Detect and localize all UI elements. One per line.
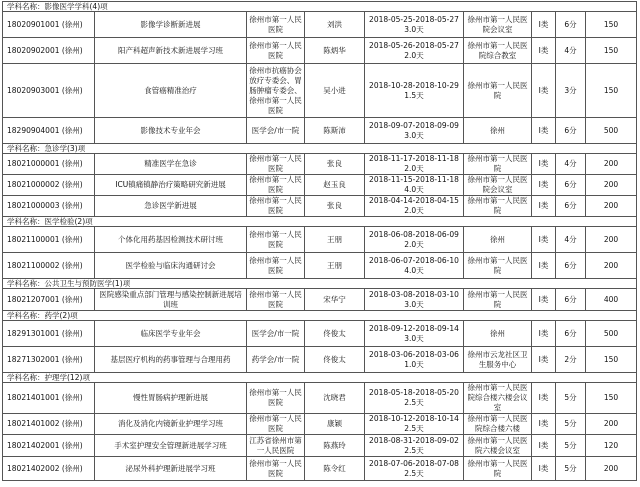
attendee-count-cell: 200 — [586, 457, 637, 481]
credits-cell: 6分 — [556, 118, 586, 144]
project-code-cell: 18271302001 (徐州) — [3, 347, 95, 373]
credits-cell: 5分 — [556, 457, 586, 481]
credits-cell: 3分 — [556, 64, 586, 118]
attendee-count-cell: 150 — [586, 12, 637, 38]
location-cell: 徐州市第一人民医院六楼会议室 — [464, 435, 532, 457]
category-header-row — [3, 144, 637, 154]
project-title-cell: 临床医学专业年会 — [95, 321, 247, 347]
credits-cell: 6分 — [556, 289, 586, 311]
location-cell: 徐州市第一人民医院 — [464, 289, 532, 311]
credit-type-cell: I类 — [532, 289, 556, 311]
date-range: 2018-10-28-2018-10-29 — [369, 80, 459, 90]
table-row — [3, 118, 637, 144]
project-code-cell: 18020902001 (徐州) — [3, 38, 95, 64]
category-header-row — [3, 2, 637, 12]
credit-type-cell: I类 — [532, 435, 556, 457]
lead-person-cell: 吴小进 — [305, 64, 365, 118]
lead-person-cell: 陈炳华 — [305, 38, 365, 64]
project-code-cell: 18020903001 (徐州) — [3, 64, 95, 118]
lead-person-cell: 王朋 — [305, 227, 365, 253]
credits-cell: 6分 — [556, 253, 586, 279]
project-code-cell: 18021100002 (徐州) — [3, 253, 95, 279]
project-title-cell: 阳产科超声新技术新进展学习班 — [95, 38, 247, 64]
location-cell: 徐州 — [464, 227, 532, 253]
category-heading: 学科名称：医学检验(2)项 — [3, 217, 637, 227]
organizer-cell: 徐州市第一人民医院 — [247, 196, 305, 217]
duration-days: 3.0天 — [404, 24, 424, 34]
credits-cell: 6分 — [556, 321, 586, 347]
attendee-count-cell: 500 — [586, 118, 637, 144]
course-table — [2, 1, 637, 481]
table-row — [3, 457, 637, 481]
duration-days: 3.0天 — [404, 130, 424, 140]
duration-days: 2.0天 — [404, 164, 424, 173]
category-header-row — [3, 279, 637, 289]
attendee-count-cell: 400 — [586, 289, 637, 311]
category-heading: 学科名称：急诊学(3)项 — [3, 144, 637, 154]
credit-type-cell: I类 — [532, 118, 556, 144]
organizer-cell: 医学会/市一院 — [247, 118, 305, 144]
date-cell — [365, 347, 464, 373]
credits-cell: 6分 — [556, 12, 586, 38]
table-row — [3, 435, 637, 457]
date-cell — [365, 175, 464, 196]
location-cell: 徐州市第一人民医院 — [464, 253, 532, 279]
project-title-cell: 慢性胃肠病护理新进展 — [95, 383, 247, 414]
project-title-cell: 精准医学在急诊 — [95, 154, 247, 175]
project-title-cell: 医院感染重点部门管理与感染控制新进展培训班 — [95, 289, 247, 311]
organizer-cell: 徐州市第一人民医院 — [247, 383, 305, 414]
date-range: 2018-04-14-2018-04-15 — [369, 196, 459, 205]
project-code-cell: 18290904001 (徐州) — [3, 118, 95, 144]
lead-person-cell: 康颖 — [305, 414, 365, 435]
attendee-count-cell: 200 — [586, 175, 637, 196]
credit-type-cell: I类 — [532, 383, 556, 414]
project-title-cell: 影像技术专业年会 — [95, 118, 247, 144]
date-cell — [365, 118, 464, 144]
credits-cell: 6分 — [556, 175, 586, 196]
organizer-cell: 徐州市第一人民医院 — [247, 154, 305, 175]
table-row — [3, 227, 637, 253]
category-heading: 学科名称：影像医学学科(4)项 — [3, 2, 637, 12]
lead-person-cell: 张良 — [305, 154, 365, 175]
table-row — [3, 289, 637, 311]
location-cell: 徐州市第一人民医院综合教室 — [464, 38, 532, 64]
project-code-cell: 18021000001 (徐州) — [3, 154, 95, 175]
attendee-count-cell: 200 — [586, 227, 637, 253]
location-cell: 徐州市第一人民医院 — [464, 64, 532, 118]
credit-type-cell: I类 — [532, 64, 556, 118]
credit-type-cell: I类 — [532, 196, 556, 217]
attendee-count-cell: 150 — [586, 347, 637, 373]
date-range: 2018-07-06-2018-07-08 — [369, 458, 459, 468]
duration-days: 2.5天 — [404, 424, 424, 433]
duration-days: 2.5天 — [404, 398, 424, 407]
date-range: 2018-03-08-2018-03-10 — [369, 289, 459, 299]
date-range: 2018-03-06-2018-03-06 — [369, 349, 459, 359]
organizer-cell: 江苏省徐州市第一人民医院 — [247, 435, 305, 457]
project-code-cell: 18020901001 (徐州) — [3, 12, 95, 38]
attendee-count-cell: 500 — [586, 321, 637, 347]
project-code-cell: 18021401002 (徐州) — [3, 414, 95, 435]
project-title-cell: 手术室护理安全管理新进展学习班 — [95, 435, 247, 457]
date-range: 2018-09-12-2018-09-14 — [369, 323, 459, 333]
date-cell — [365, 457, 464, 481]
duration-days: 1.0天 — [404, 359, 424, 369]
credit-type-cell: I类 — [532, 154, 556, 175]
duration-days: 2.0天 — [404, 239, 424, 249]
lead-person-cell: 宋华宁 — [305, 289, 365, 311]
table-row — [3, 253, 637, 279]
category-header-row — [3, 217, 637, 227]
category-heading: 学科名称：护理学(12)项 — [3, 373, 637, 383]
project-code-cell: 18021000003 (徐州) — [3, 196, 95, 217]
category-heading: 学科名称：药学(2)项 — [3, 311, 637, 321]
project-code-cell: 18021000002 (徐州) — [3, 175, 95, 196]
project-title-cell: 个体化用药基因检测技术研讨班 — [95, 227, 247, 253]
credit-type-cell: I类 — [532, 457, 556, 481]
project-code-cell: 18021207001 (徐州) — [3, 289, 95, 311]
date-range: 2018-05-25-2018-05-27 — [369, 14, 459, 24]
attendee-count-cell: 200 — [586, 154, 637, 175]
project-title-cell: 影像学诊断新进展 — [95, 12, 247, 38]
date-range: 2018-10-12-2018-10-14 — [369, 414, 459, 423]
organizer-cell: 徐州市第一人民医院 — [247, 38, 305, 64]
location-cell: 徐州市第一人民医院 — [464, 154, 532, 175]
date-range: 2018-06-08-2018-06-09 — [369, 229, 459, 239]
project-title-cell: 急诊医学新进展 — [95, 196, 247, 217]
credit-type-cell: I类 — [532, 12, 556, 38]
credits-cell: 6分 — [556, 196, 586, 217]
duration-days: 2.0天 — [404, 206, 424, 215]
date-range: 2018-06-07-2018-06-10 — [369, 255, 459, 265]
location-cell: 徐州 — [464, 118, 532, 144]
date-range: 2018-11-15-2018-11-18 — [369, 175, 459, 184]
date-cell — [365, 154, 464, 175]
category-header-row — [3, 373, 637, 383]
date-cell — [365, 383, 464, 414]
project-code-cell: 18021401001 (徐州) — [3, 383, 95, 414]
credit-type-cell: I类 — [532, 253, 556, 279]
credits-cell: 5分 — [556, 383, 586, 414]
organizer-cell: 徐州市第一人民医院 — [247, 175, 305, 196]
attendee-count-cell: 150 — [586, 38, 637, 64]
location-cell: 徐州市第一人民医院会议室 — [464, 12, 532, 38]
credits-cell: 5分 — [556, 435, 586, 457]
project-title-cell: 基层医疗机构的药事管理与合理用药 — [95, 347, 247, 373]
credits-cell: 2分 — [556, 347, 586, 373]
organizer-cell: 徐州市第一人民医院 — [247, 12, 305, 38]
date-cell — [365, 38, 464, 64]
attendee-count-cell: 200 — [586, 253, 637, 279]
lead-person-cell: 陈斯沛 — [305, 118, 365, 144]
date-range: 2018-08-31-2018-09-02 — [369, 435, 459, 445]
table-row — [3, 12, 637, 38]
credits-cell: 4分 — [556, 154, 586, 175]
location-cell: 徐州市第一人民医院综合楼六楼 — [464, 414, 532, 435]
table-row — [3, 347, 637, 373]
lead-person-cell: 陈令红 — [305, 457, 365, 481]
credits-cell: 4分 — [556, 38, 586, 64]
date-cell — [365, 12, 464, 38]
project-code-cell: 18021100001 (徐州) — [3, 227, 95, 253]
date-cell — [365, 414, 464, 435]
credits-cell: 5分 — [556, 414, 586, 435]
location-cell: 徐州市云龙社区卫生服务中心 — [464, 347, 532, 373]
duration-days: 3.0天 — [404, 299, 424, 309]
credit-type-cell: I类 — [532, 414, 556, 435]
date-cell — [365, 321, 464, 347]
date-cell — [365, 227, 464, 253]
date-cell — [365, 435, 464, 457]
organizer-cell: 徐州市第一人民医院 — [247, 414, 305, 435]
organizer-cell: 徐州市第一人民医院 — [247, 289, 305, 311]
credit-type-cell: I类 — [532, 175, 556, 196]
credit-type-cell: I类 — [532, 321, 556, 347]
credit-type-cell: I类 — [532, 347, 556, 373]
duration-days: 2.5天 — [404, 468, 424, 478]
lead-person-cell: 沈晓君 — [305, 383, 365, 414]
organizer-cell: 徐州市第一人民医院 — [247, 457, 305, 481]
duration-days: 4.0天 — [404, 265, 424, 275]
location-cell: 徐州市第一人民医院 — [464, 196, 532, 217]
organizer-cell: 药学会/市一院 — [247, 347, 305, 373]
organizer-cell: 徐州市抗癌协会放疗专委会、胃肠肿瘤专委会、徐州市第一人民医院 — [247, 64, 305, 118]
lead-person-cell: 王朋 — [305, 253, 365, 279]
duration-days: 1.5天 — [404, 90, 424, 100]
lead-person-cell: 赵玉良 — [305, 175, 365, 196]
date-cell — [365, 196, 464, 217]
lead-person-cell: 张良 — [305, 196, 365, 217]
credit-type-cell: I类 — [532, 227, 556, 253]
credits-cell: 4分 — [556, 227, 586, 253]
organizer-cell: 徐州市第一人民医院 — [247, 227, 305, 253]
table-row — [3, 175, 637, 196]
attendee-count-cell: 150 — [586, 64, 637, 118]
lead-person-cell: 刘洪 — [305, 12, 365, 38]
category-header-row — [3, 311, 637, 321]
table-row — [3, 414, 637, 435]
table-row — [3, 64, 637, 118]
table-row — [3, 38, 637, 64]
date-range: 2018-05-26-2018-05-27 — [369, 40, 459, 50]
project-code-cell: 18021402001 (徐州) — [3, 435, 95, 457]
duration-days: 2.5天 — [404, 445, 424, 455]
table-row — [3, 383, 637, 414]
project-title-cell: ICU镇痛镇静治疗策略研究新进展 — [95, 175, 247, 196]
project-code-cell: 18021402002 (徐州) — [3, 457, 95, 481]
category-heading: 学科名称：公共卫生与预防医学(1)项 — [3, 279, 637, 289]
credit-type-cell: I类 — [532, 38, 556, 64]
attendee-count-cell: 200 — [586, 196, 637, 217]
table-row — [3, 321, 637, 347]
table-row — [3, 154, 637, 175]
duration-days: 2.0天 — [404, 50, 424, 60]
attendee-count-cell: 150 — [586, 383, 637, 414]
duration-days: 3.0天 — [404, 333, 424, 343]
location-cell: 徐州市第一人民医院 — [464, 457, 532, 481]
organizer-cell: 医学会/市一院 — [247, 321, 305, 347]
date-cell — [365, 253, 464, 279]
date-cell — [365, 289, 464, 311]
lead-person-cell: 陈燕玲 — [305, 435, 365, 457]
project-title-cell: 泌尿外科护理新进展学习班 — [95, 457, 247, 481]
project-title-cell: 食管癌精准治疗 — [95, 64, 247, 118]
project-code-cell: 18291301001 (徐州) — [3, 321, 95, 347]
date-range: 2018-11-17-2018-11-18 — [369, 154, 459, 163]
organizer-cell: 徐州市第一人民医院 — [247, 253, 305, 279]
location-cell: 徐州 — [464, 321, 532, 347]
attendee-count-cell: 200 — [586, 414, 637, 435]
project-title-cell: 消化及消化内镜新业护理学习班 — [95, 414, 247, 435]
location-cell: 徐州市第一人民医院会议室 — [464, 175, 532, 196]
date-cell — [365, 64, 464, 118]
attendee-count-cell: 120 — [586, 435, 637, 457]
project-title-cell: 医学检验与临床沟通研讨会 — [95, 253, 247, 279]
table-row — [3, 196, 637, 217]
date-range: 2018-09-07-2018-09-09 — [369, 120, 459, 130]
lead-person-cell: 佟俊太 — [305, 321, 365, 347]
location-cell: 徐州市第一人民医院综合楼六楼会议室 — [464, 383, 532, 414]
lead-person-cell: 佟俊太 — [305, 347, 365, 373]
duration-days: 4.0天 — [404, 185, 424, 194]
date-range: 2018-05-18-2018-05-20 — [369, 388, 459, 397]
